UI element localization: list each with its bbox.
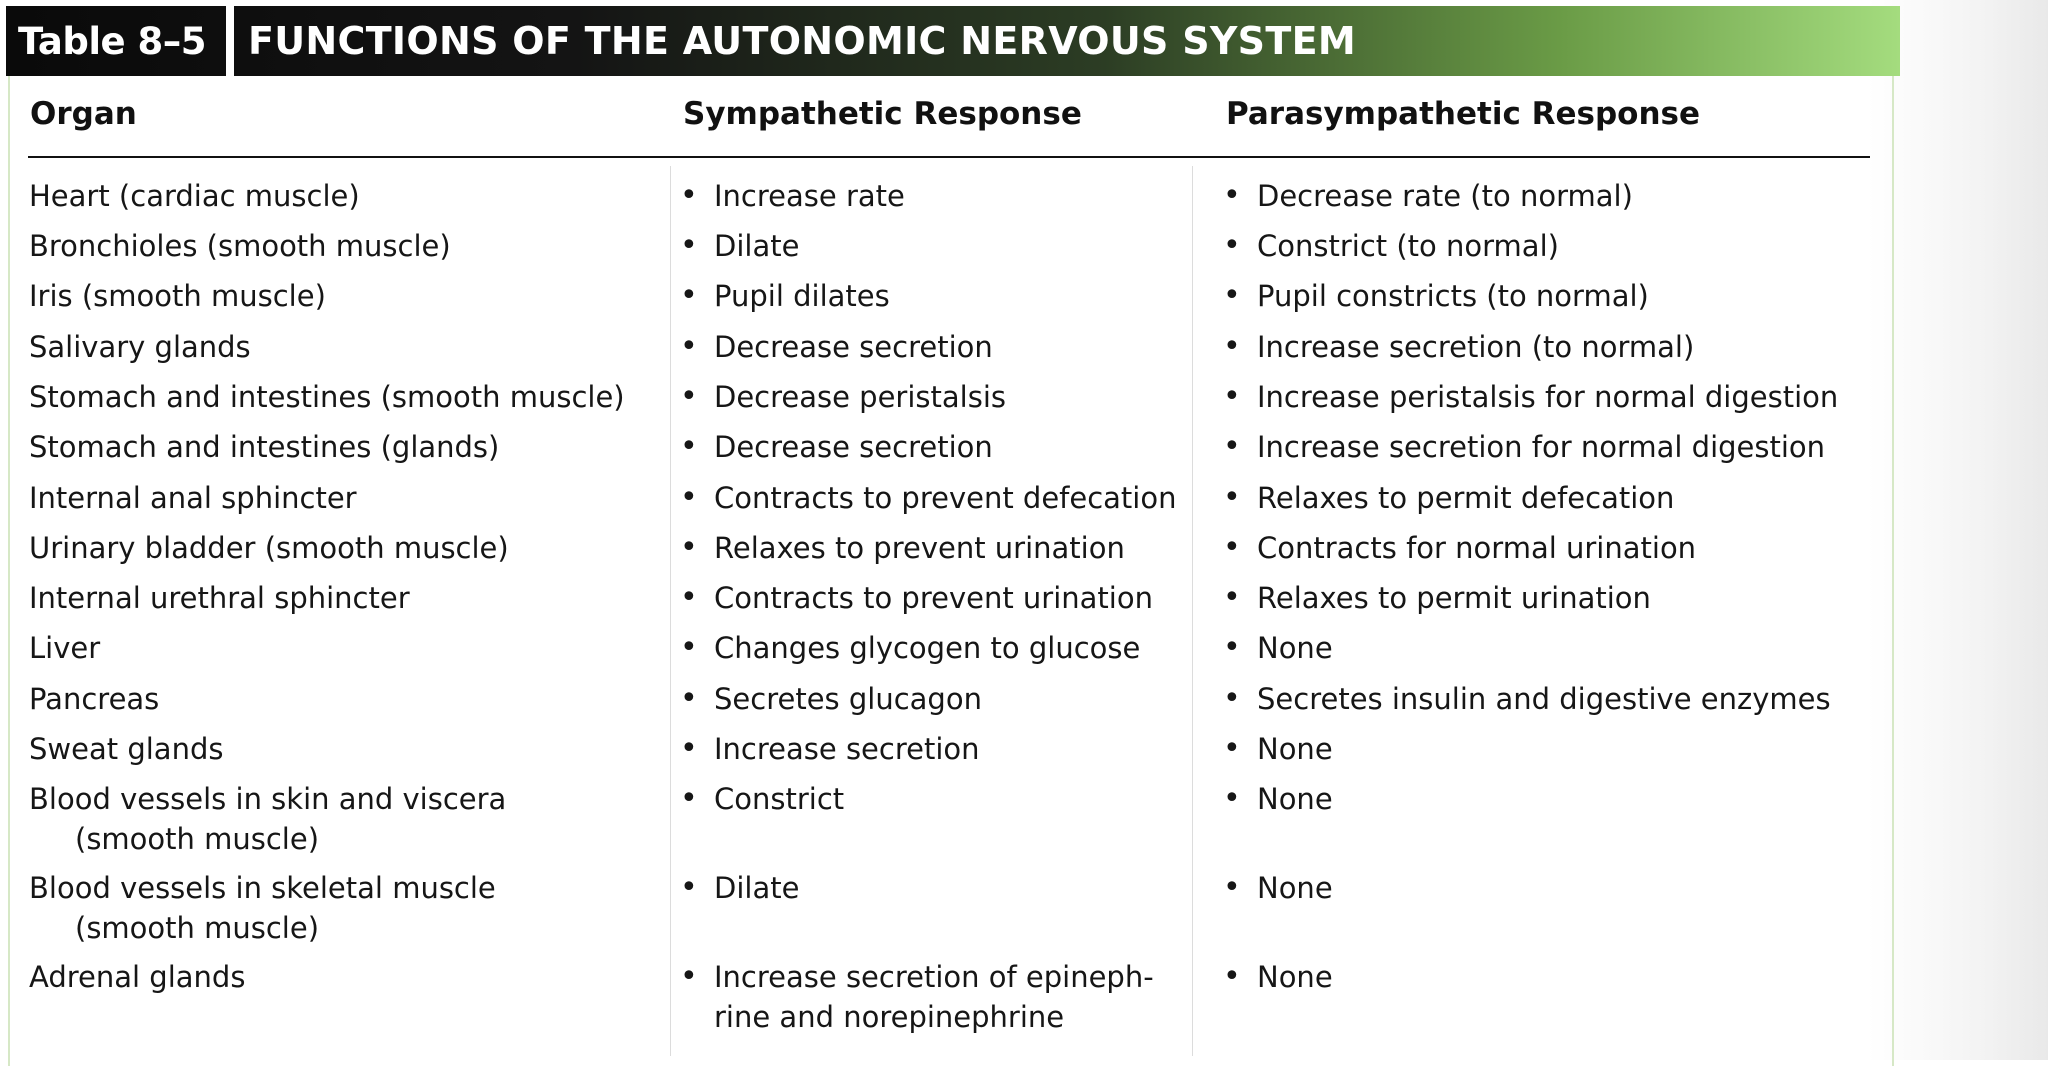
organ-cell	[29, 578, 410, 618]
cell-line: • Increase secretion of epineph-	[714, 960, 1154, 994]
cell-line: • Dilate	[714, 229, 800, 263]
column-header-sympathetic: Sympathetic Response	[683, 96, 1082, 132]
sympathetic-cell	[680, 957, 1154, 1037]
sympathetic-cell	[680, 478, 1177, 518]
cell-line: Heart (cardiac muscle)	[29, 179, 360, 213]
cell-line: • Constrict	[714, 782, 845, 816]
sympathetic-cell	[680, 729, 980, 769]
column-divider	[670, 166, 671, 1056]
table-number-label: Table 8–5	[17, 19, 207, 63]
sympathetic-cell	[680, 327, 993, 367]
cell-line: • None	[1257, 631, 1333, 665]
cell-line: Sweat glands	[29, 732, 224, 766]
sympathetic-cell	[680, 679, 982, 719]
sympathetic-cell	[680, 226, 799, 266]
cell-line: • Secretes insulin and digestive enzymes	[1257, 682, 1831, 716]
sympathetic-cell	[680, 779, 844, 819]
parasympathetic-cell	[1223, 679, 1831, 719]
cell-line: • Decrease peristalsis	[714, 380, 1006, 414]
cell-line: rine and norepinephrine	[714, 1000, 1065, 1034]
cell-line: • Dilate	[714, 871, 800, 905]
cell-line: • Relaxes to permit urination	[1257, 581, 1651, 615]
cell-line: (smooth muscle)	[75, 911, 320, 945]
cell-line: • Decrease secretion	[714, 430, 993, 464]
cell-line: Iris (smooth muscle)	[29, 279, 326, 313]
cell-line: • Contracts for normal urination	[1257, 531, 1697, 565]
cell-line: Liver	[29, 631, 101, 665]
cell-line: • Increase peristalsis for normal digestion	[1257, 380, 1839, 414]
parasympathetic-cell	[1223, 868, 1333, 908]
cell-line: • Pupil constricts (to normal)	[1257, 279, 1649, 313]
cell-line: • Contracts to prevent urination	[714, 581, 1153, 615]
organ-cell	[29, 327, 251, 367]
organ-cell	[29, 226, 451, 266]
title-separator	[226, 6, 234, 76]
sympathetic-cell	[680, 628, 1140, 668]
organ-cell	[29, 528, 509, 568]
sympathetic-cell	[680, 528, 1125, 568]
sympathetic-cell	[680, 377, 1006, 417]
cell-line: • Increase secretion (to normal)	[1257, 330, 1695, 364]
header-rule	[28, 156, 1870, 158]
cell-line: • Relaxes to permit defecation	[1257, 481, 1675, 515]
cell-line: Stomach and intestines (smooth muscle)	[29, 380, 625, 414]
cell-line: • Relaxes to prevent urination	[714, 531, 1125, 565]
parasympathetic-cell	[1223, 729, 1333, 769]
organ-cell	[29, 628, 100, 668]
page-edge-shadow	[1868, 0, 2048, 1060]
organ-cell	[29, 957, 245, 997]
organ-cell	[29, 276, 326, 316]
cell-line: • Secretes glucagon	[714, 682, 982, 716]
parasympathetic-cell	[1223, 276, 1649, 316]
cell-line: • None	[1257, 732, 1333, 766]
column-divider	[1192, 166, 1193, 1056]
parasympathetic-cell	[1223, 176, 1633, 216]
parasympathetic-cell	[1223, 226, 1559, 266]
cell-line: Stomach and intestines (glands)	[29, 430, 500, 464]
parasympathetic-cell	[1223, 377, 1838, 417]
organ-cell	[29, 729, 223, 769]
cell-line: Urinary bladder (smooth muscle)	[29, 531, 509, 565]
organ-cell	[29, 679, 159, 719]
column-header-organ: Organ	[30, 96, 137, 132]
cell-line: • Decrease rate (to normal)	[1257, 179, 1633, 213]
organ-cell	[29, 176, 360, 216]
cell-line: • Increase rate	[714, 179, 905, 213]
organ-cell	[29, 779, 506, 859]
cell-line: • Pupil dilates	[714, 279, 890, 313]
sympathetic-cell	[680, 176, 905, 216]
cell-line: Internal urethral sphincter	[29, 581, 410, 615]
organ-cell	[29, 478, 357, 518]
column-header-parasympathetic: Parasympathetic Response	[1226, 96, 1700, 132]
parasympathetic-cell	[1223, 779, 1333, 819]
parasympathetic-cell	[1223, 427, 1825, 467]
sympathetic-cell	[680, 427, 993, 467]
cell-line: Bronchioles (smooth muscle)	[29, 229, 451, 263]
parasympathetic-cell	[1223, 578, 1651, 618]
sympathetic-cell	[680, 578, 1153, 618]
table-title: FUNCTIONS OF THE AUTONOMIC NERVOUS SYSTEM	[248, 19, 1356, 63]
cell-line: • Constrict (to normal)	[1257, 229, 1559, 263]
cell-line: Internal anal sphincter	[29, 481, 357, 515]
sympathetic-cell	[680, 868, 799, 908]
organ-cell	[29, 377, 625, 417]
sympathetic-cell	[680, 276, 890, 316]
parasympathetic-cell	[1223, 957, 1333, 997]
cell-line: • None	[1257, 960, 1333, 994]
cell-line: • Contracts to prevent defecation	[714, 481, 1177, 515]
organ-cell	[29, 427, 499, 467]
parasympathetic-cell	[1223, 628, 1333, 668]
cell-line: Blood vessels in skeletal muscle	[29, 871, 496, 905]
cell-line: • None	[1257, 782, 1333, 816]
cell-line: • Changes glycogen to glucose	[714, 631, 1141, 665]
parasympathetic-cell	[1223, 327, 1694, 367]
cell-line: (smooth muscle)	[75, 822, 320, 856]
cell-line: • Increase secretion for normal digestion	[1257, 430, 1826, 464]
cell-line: • Increase secretion	[714, 732, 980, 766]
cell-line: Blood vessels in skin and viscera	[29, 782, 507, 816]
parasympathetic-cell	[1223, 478, 1674, 518]
table-title-bar	[6, 6, 1900, 76]
cell-line: Pancreas	[29, 682, 160, 716]
cell-line: Salivary glands	[29, 330, 251, 364]
cell-line: • Decrease secretion	[714, 330, 993, 364]
organ-cell	[29, 868, 496, 948]
cell-line: • None	[1257, 871, 1333, 905]
cell-line: Adrenal glands	[29, 960, 246, 994]
parasympathetic-cell	[1223, 528, 1696, 568]
